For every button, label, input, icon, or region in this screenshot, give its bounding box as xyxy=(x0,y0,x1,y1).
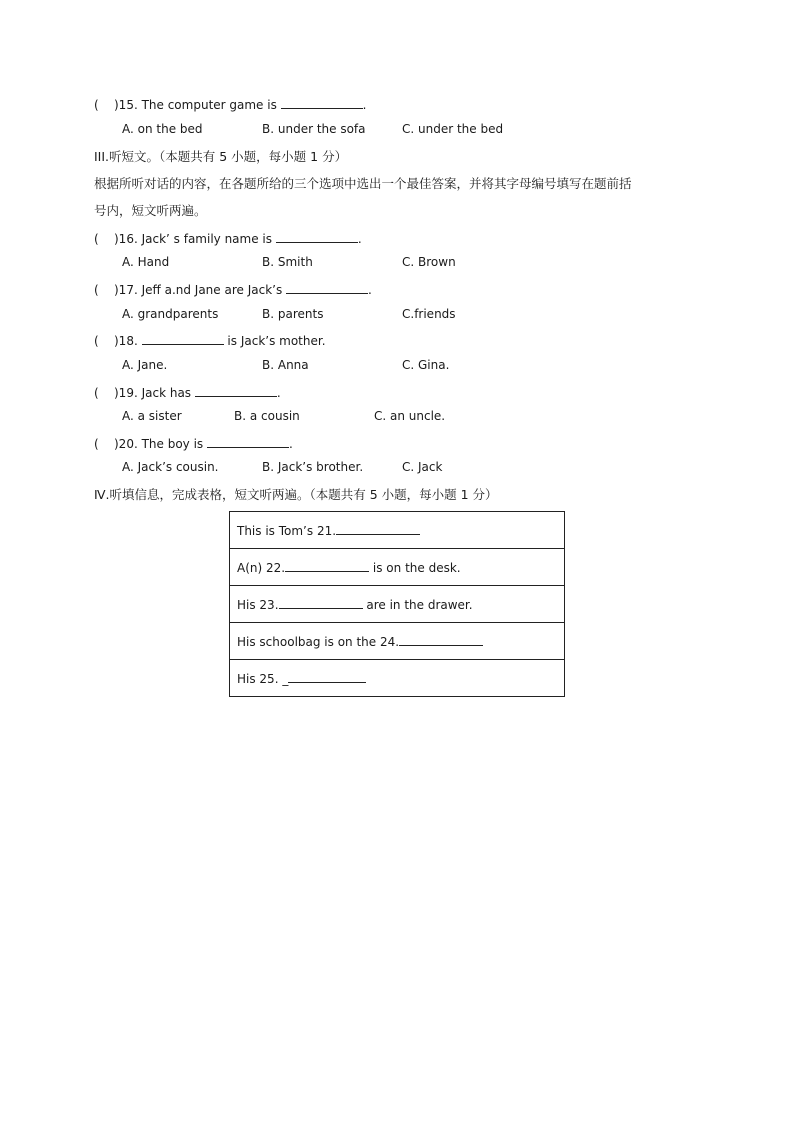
option-a: A. Jane. xyxy=(122,358,168,372)
question-stem: )16. Jack’ s family name is xyxy=(114,232,272,246)
answer-blank[interactable] xyxy=(288,670,366,683)
cell-text: His schoolbag is on the 24. xyxy=(237,635,400,649)
question-end: . xyxy=(289,437,293,451)
question-end: . xyxy=(357,232,362,246)
answer-paren[interactable]: ( xyxy=(94,232,99,246)
option-c: C.friends xyxy=(402,307,456,321)
option-c: C. Jack xyxy=(402,460,443,474)
answer-blank[interactable] xyxy=(286,281,368,294)
answer-blank[interactable] xyxy=(281,96,363,109)
section-3-heading: III.听短文。（本题共有 5 小题，每小题 1 分） xyxy=(94,149,348,164)
table-row xyxy=(230,660,565,697)
question-stem: )20. The boy is xyxy=(114,437,204,451)
question-end: . xyxy=(368,283,372,297)
option-a: A. a sister xyxy=(122,409,182,423)
question-19 xyxy=(94,384,281,400)
option-c: C. an uncle. xyxy=(374,409,446,423)
table-cell xyxy=(230,586,565,623)
option-a: A. on the bed xyxy=(122,122,203,136)
answer-paren[interactable]: ( xyxy=(94,386,99,400)
option-b: B. Anna xyxy=(262,358,309,372)
cell-text-end: is on the desk. xyxy=(372,561,461,575)
cell-text: This is Tom’s 21. xyxy=(237,524,337,538)
cell-text: A(n) 22. xyxy=(237,561,286,575)
fill-in-table xyxy=(229,511,565,697)
answer-paren[interactable]: ( xyxy=(94,98,99,112)
answer-paren[interactable]: ( xyxy=(94,437,99,451)
question-17 xyxy=(94,281,372,297)
question-end: . xyxy=(362,98,367,112)
table-cell xyxy=(230,623,565,660)
answer-blank[interactable] xyxy=(195,384,277,397)
answer-blank[interactable] xyxy=(399,633,483,646)
question-end: is Jack’s mother. xyxy=(227,334,326,348)
question-stem: )17. Jeff a.nd Jane are Jack’s xyxy=(114,283,283,297)
option-a: A. grandparents xyxy=(122,307,219,321)
answer-blank[interactable] xyxy=(285,559,369,572)
answer-paren[interactable]: ( xyxy=(94,283,99,297)
option-b: B. Jack’s brother. xyxy=(262,460,364,474)
section-4-heading: Ⅳ.听填信息，完成表格，短文听两遍。（本题共有 5 小题，每小题 1 分） xyxy=(94,487,498,502)
table-row xyxy=(230,549,565,586)
table-row xyxy=(230,512,565,549)
cell-text-end: are in the drawer. xyxy=(366,598,473,612)
question-18 xyxy=(94,332,326,348)
option-a: A. Jack’s cousin. xyxy=(122,460,219,474)
table-cell xyxy=(230,512,565,549)
question-stem: )18. xyxy=(114,334,138,348)
question-16 xyxy=(94,230,362,246)
section-3-instruction-line1: 根据所听对话的内容，在各题所给的三个选项中选出一个最佳答案，并将其字母编号填写在题前括 xyxy=(94,176,632,191)
question-15 xyxy=(94,96,367,112)
cell-text: His 25. _ xyxy=(237,672,289,686)
answer-paren[interactable]: ( xyxy=(94,334,99,348)
answer-blank[interactable] xyxy=(276,230,358,243)
section-3-instruction-line2: 号内，短文听两遍。 xyxy=(94,203,207,218)
option-b: B. under the sofa xyxy=(262,122,366,136)
table-cell xyxy=(230,549,565,586)
answer-blank[interactable] xyxy=(142,332,224,345)
answer-blank[interactable] xyxy=(336,522,420,535)
option-b: B. parents xyxy=(262,307,324,321)
table-cell xyxy=(230,660,565,697)
option-b: B. a cousin xyxy=(234,409,300,423)
question-stem: )19. Jack has xyxy=(114,386,192,400)
question-20 xyxy=(94,435,293,451)
option-c: C. under the bed xyxy=(402,122,504,136)
table-row xyxy=(230,586,565,623)
question-end: . xyxy=(276,386,281,400)
option-a: A. Hand xyxy=(122,255,170,269)
cell-text: His 23. xyxy=(237,598,279,612)
option-c: C. Brown xyxy=(402,255,456,269)
option-b: B. Smith xyxy=(262,255,313,269)
answer-blank[interactable] xyxy=(279,596,363,609)
option-c: C. Gina. xyxy=(402,358,450,372)
answer-blank[interactable] xyxy=(207,435,289,448)
table-row xyxy=(230,623,565,660)
question-stem: )15. The computer game is xyxy=(114,98,277,112)
